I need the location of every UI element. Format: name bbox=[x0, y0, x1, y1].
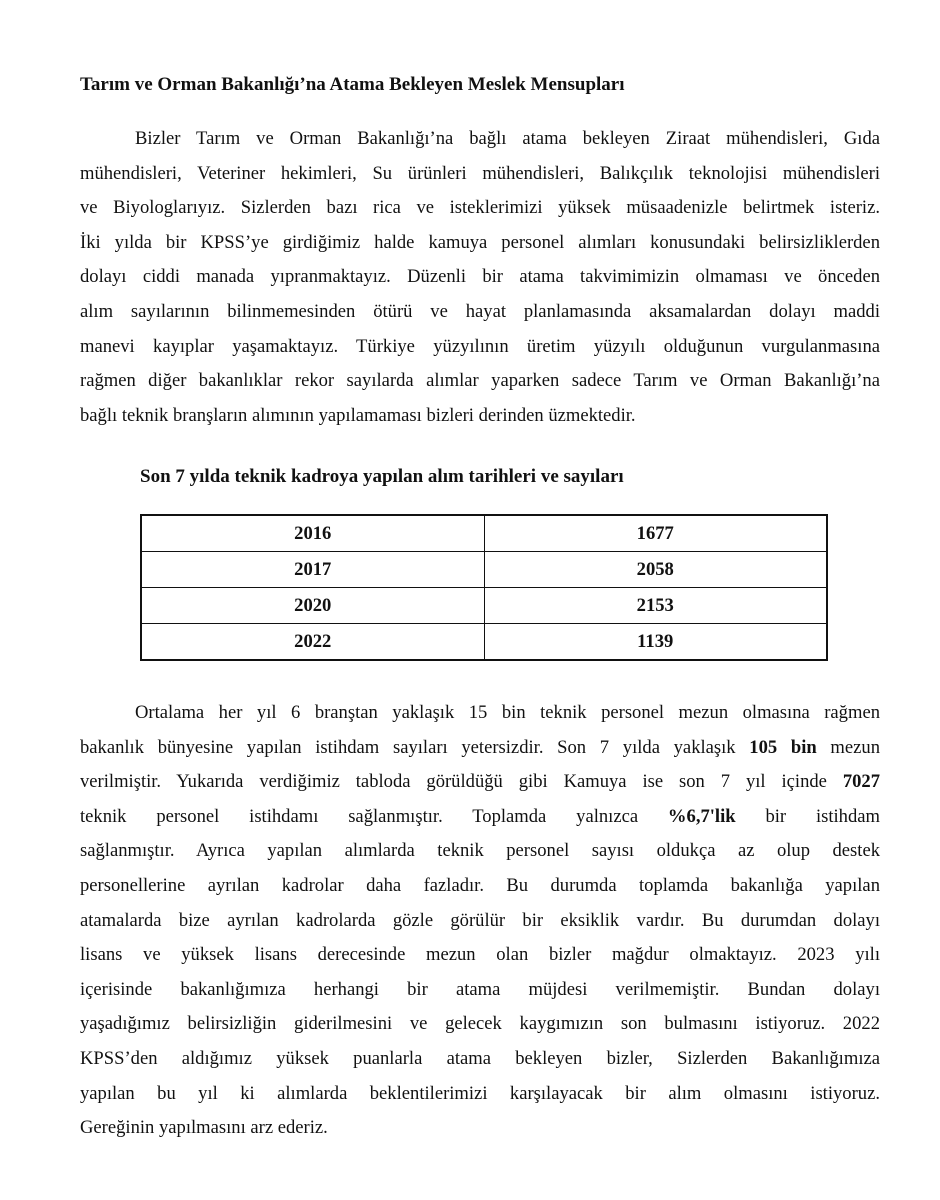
closing-paragraph bbox=[80, 696, 880, 1146]
paragraph-line bbox=[80, 800, 880, 835]
year-cell: 2016 bbox=[141, 515, 484, 552]
paragraph-line: Ortalama her yıl 6 branştan yaklaşık 15 bin teknik personel mezun olmasına rağmen bbox=[135, 702, 880, 723]
paragraph-line: İki yılda bir KPSS’ye girdiğimiz halde kamuya personel alımları konusundaki belirsizliklerden bbox=[80, 231, 880, 253]
paragraph-line: içerisinde bakanlığımıza herhangi bir atama müjdesi verilmemiştir. Bundan dolayı bbox=[80, 978, 880, 1000]
table-row bbox=[141, 515, 827, 552]
paragraph-line: manevi kayıplar yaşamaktayız. Türkiye yüzyılının üretim yüzyılı olduğunun vurgulanmasına bbox=[80, 335, 880, 357]
paragraph-line: personellerine ayrılan kadrolar daha fazladır. Bu durumda toplamda bakanlığa yapılan bbox=[80, 874, 880, 896]
paragraph-line: mühendisleri, Veteriner hekimleri, Su ürünleri mühendisleri, Balıkçılık teknolojisi mühendisleri bbox=[80, 162, 880, 184]
recruitment-table bbox=[140, 514, 828, 661]
intro-paragraph bbox=[80, 122, 880, 433]
line-text: mezun bbox=[816, 736, 880, 758]
count-cell: 2058 bbox=[484, 552, 827, 588]
year-cell: 2022 bbox=[141, 624, 484, 661]
paragraph-line: Bizler Tarım ve Orman Bakanlığı’na bağlı atama bekleyen Ziraat mühendisleri, Gıda bbox=[135, 128, 880, 149]
paragraph-line: KPSS’den aldığımız yüksek puanlarla atama bekleyen bizler, Sizlerden Bakanlığımıza bbox=[80, 1047, 880, 1069]
count-cell: 1677 bbox=[484, 515, 827, 552]
year-cell: 2017 bbox=[141, 552, 484, 588]
document-title: Tarım ve Orman Bakanlığı’na Atama Bekleyen Meslek Mensupları bbox=[80, 74, 625, 95]
paragraph-line: bağlı teknik branşların alımının yapılamaması bizleri derinden üzmektedir. bbox=[80, 404, 636, 426]
graduate-count: 105 bin bbox=[749, 736, 817, 758]
paragraph-line: ve Biyologlarıyız. Sizlerden bazı rica ve isteklerimizi yüksek müsaadenizle belirtmek isteriz. bbox=[80, 197, 880, 219]
employment-total: 7027 bbox=[842, 771, 880, 793]
paragraph-line: yaşadığımız belirsizliğin giderilmesini ve gelecek kaygımızın son bulmasını istiyoruz. 2022 bbox=[80, 1013, 880, 1035]
table-row bbox=[141, 552, 827, 588]
line-text: teknik personel istihdamı sağlanmıştır. Toplamda yalnızca bbox=[80, 805, 668, 827]
employment-rate: %6,7'lik bbox=[667, 805, 736, 827]
paragraph-line: Gereğinin yapılmasını arz ederiz. bbox=[80, 1117, 328, 1139]
year-cell: 2020 bbox=[141, 588, 484, 624]
table-row bbox=[141, 624, 827, 661]
line-text: bakanlık bünyesine yapılan istihdam sayıları yetersizdir. Son 7 yılda yaklaşık bbox=[80, 736, 750, 758]
paragraph-line: sağlanmıştır. Ayrıca yapılan alımlarda teknik personel sayısı oldukça az olup destek bbox=[80, 840, 880, 862]
table-caption: Son 7 yılda teknik kadroya yapılan alım tarihleri ve sayıları bbox=[140, 466, 624, 487]
table-row bbox=[141, 588, 827, 624]
count-cell: 2153 bbox=[484, 588, 827, 624]
paragraph-line: lisans ve yüksek lisans derecesinde mezun olan bizler mağdur olmaktayız. 2023 yılı bbox=[80, 944, 880, 966]
paragraph-line bbox=[80, 731, 880, 766]
paragraph-line: rağmen diğer bakanlıklar rekor sayılarda alımlar yaparken sadece Tarım ve Orman Bakanlığı’na bbox=[80, 370, 880, 392]
line-text: verilmiştir. Yukarıda verdiğimiz tabloda görüldüğü gibi Kamuya ise son 7 yıl içinde bbox=[80, 771, 843, 793]
count-cell: 1139 bbox=[484, 624, 827, 661]
paragraph-line: alım sayılarının bilinmemesinden ötürü ve hayat planlamasında aksamalardan dolayı maddi bbox=[80, 300, 880, 322]
paragraph-line bbox=[80, 765, 880, 800]
paragraph-line: dolayı ciddi manada yıpranmaktayız. Düzenli bir atama takvimimizin olmaması ve önceden bbox=[80, 266, 880, 288]
line-text: bir istihdam bbox=[735, 805, 880, 827]
paragraph-line: atamalarda bize ayrılan kadrolarda gözle görülür bir eksiklik vardır. Bu durumdan dolayı bbox=[80, 909, 880, 931]
paragraph-line: yapılan bu yıl ki alımlarda beklentilerimizi karşılayacak bir alım olmasını istiyoruz. bbox=[80, 1082, 880, 1104]
